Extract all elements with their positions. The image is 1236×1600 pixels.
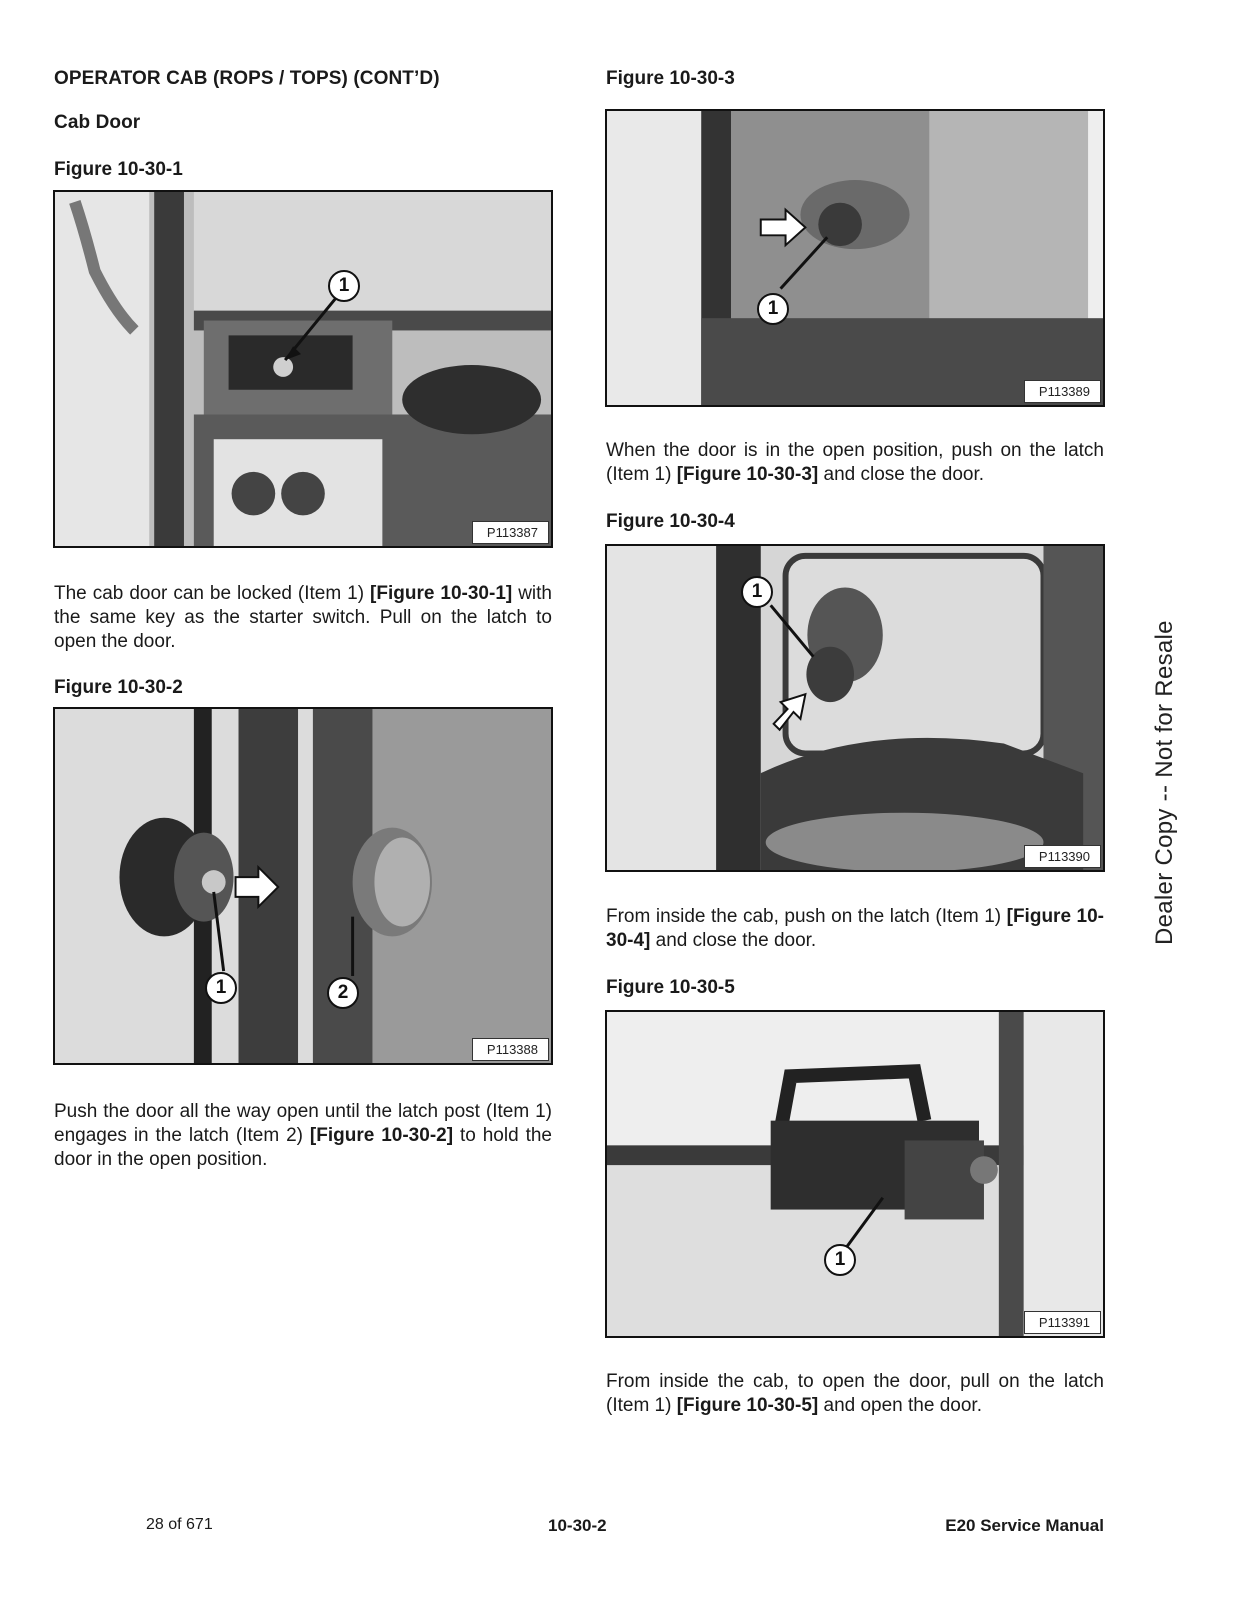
dealer-copy-watermark: Dealer Copy -- Not for Resale: [1151, 620, 1178, 945]
figure-2-callout-2: 2: [327, 977, 359, 1009]
paragraph-5-text-a: From inside the cab, to open the door, pull on the latch (Item 1): [606, 1371, 1104, 1416]
paragraph-1-text-b: with the same key as the starter switch. Pull on the latch to open the door.: [54, 583, 552, 652]
paragraph-2-text-a: Push the door all the way open until the latch post (Item 1) engages in the latch (Item 2): [54, 1101, 552, 1146]
paragraph-2: [54, 1100, 552, 1172]
subsection-heading: Cab Door: [54, 112, 141, 133]
paragraph-2-text-b: to hold the door in the open position.: [54, 1125, 552, 1170]
paragraph-5-text-b: and open the door.: [818, 1395, 982, 1416]
figure-photo-4: [605, 544, 1105, 872]
figure-ref-10-30-2: [Figure 10-30-2]: [309, 1125, 454, 1146]
paragraph-5: [606, 1370, 1104, 1418]
figure-3-callout-1: 1: [757, 293, 789, 325]
figure-photo-2: [53, 707, 553, 1065]
paragraph-1-text-a: The cab door can be locked (Item 1): [54, 583, 371, 604]
section-heading: OPERATOR CAB (ROPS / TOPS) (CONT’D): [54, 68, 440, 89]
figure-ref-10-30-4: [Figure 10-30-4]: [606, 906, 1104, 951]
figure-2-callout-1: 1: [205, 972, 237, 1004]
figure-ref-10-30-5: [Figure 10-30-5]: [676, 1395, 819, 1416]
figure-title-3: Figure 10-30-3: [606, 68, 735, 89]
figure-1-callout-1: 1: [328, 270, 360, 302]
footer-page-count: 28 of 671: [146, 1516, 213, 1533]
figure-photo-5: [605, 1010, 1105, 1338]
paragraph-4-text-a: From inside the cab, push on the latch (Item 1): [606, 906, 1007, 927]
figure-4-callout-1: 1: [741, 576, 773, 608]
figure-title-2: Figure 10-30-2: [54, 677, 183, 698]
paragraph-3-text-b: and close the door.: [818, 464, 985, 485]
figure-code-1: P113387: [472, 521, 549, 544]
figure-title-5: Figure 10-30-5: [606, 977, 735, 998]
figure-photo-3: [605, 109, 1105, 407]
footer-manual-title: E20 Service Manual: [945, 1516, 1104, 1535]
paragraph-4: [606, 905, 1104, 953]
figure-photo-1: [53, 190, 553, 548]
figure-code-2: P113388: [472, 1038, 549, 1061]
figure-code-3: P113389: [1024, 380, 1101, 403]
paragraph-3-text-a: When the door is in the open position, push on the latch (Item 1): [606, 440, 1104, 485]
paragraph-4-text-b: and close the door.: [650, 930, 817, 951]
figure-code-4: P113390: [1024, 845, 1101, 868]
figure-ref-10-30-3: [Figure 10-30-3]: [676, 464, 819, 485]
figure-code-5: P113391: [1024, 1311, 1101, 1334]
figure-title-1: Figure 10-30-1: [54, 159, 183, 180]
paragraph-3: [606, 439, 1104, 487]
footer-page-number: 10-30-2: [548, 1516, 607, 1535]
figure-5-callout-1: 1: [824, 1244, 856, 1276]
figure-ref-10-30-1: [Figure 10-30-1]: [370, 583, 513, 604]
paragraph-1: [54, 582, 552, 654]
figure-title-4: Figure 10-30-4: [606, 511, 735, 532]
